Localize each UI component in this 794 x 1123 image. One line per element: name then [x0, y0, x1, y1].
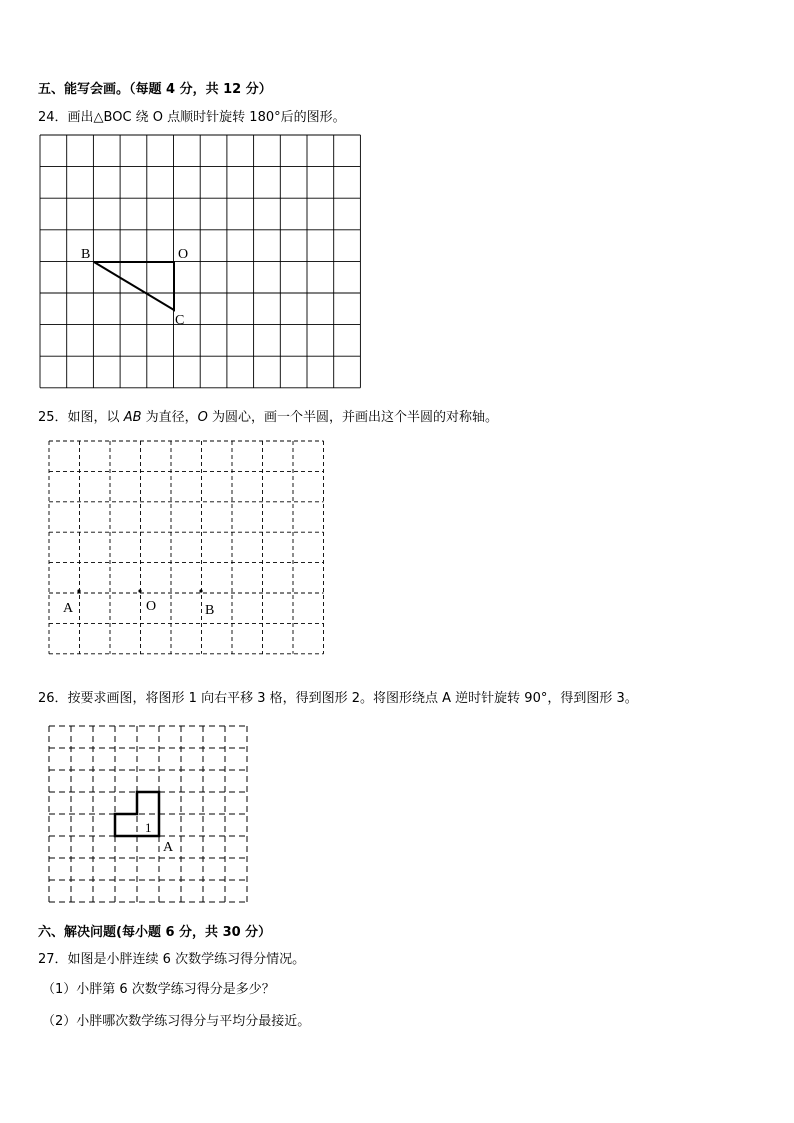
question-27-sub-2: （2）小胖哪次数学练习得分与平均分最接近。	[42, 1014, 311, 1029]
question-24-text: 24．画出△BOC 绕 O 点顺时针旋转 180°后的图形。	[38, 110, 346, 125]
label-O: O	[178, 247, 189, 262]
label-A: A	[63, 601, 74, 616]
section-5-heading: 五、能写会画。（每题 4 分，共 12 分）	[38, 82, 272, 97]
question-27-sub-1: （1）小胖第 6 次数学练习得分是多少？	[42, 982, 275, 997]
shape-1-label: 1	[145, 820, 152, 835]
question-25-text: 25．如图，以 AB 为直径，O 为圆心，画一个半圆，并画出这个半圆的对称轴。	[38, 410, 499, 425]
question-26-grid	[0, 0, 260, 910]
section-6-heading: 六、解决问题(每小题 6 分，共 30 分）	[38, 925, 272, 940]
label-B: B	[81, 247, 91, 262]
label-B: B	[205, 603, 215, 618]
dashed-grid-lines	[49, 726, 247, 902]
label-O: O	[146, 599, 157, 614]
question-26-text: 26．按要求画图，将图形 1 向右平移 3 格，得到图形 2。将图形绕点 A 逆时针旋转 90°，得到图形 3。	[38, 691, 638, 706]
label-A: A	[163, 840, 174, 855]
label-C: C	[175, 313, 185, 328]
question-27-text: 27．如图是小胖连续 6 次数学练习得分情况。	[38, 952, 306, 967]
